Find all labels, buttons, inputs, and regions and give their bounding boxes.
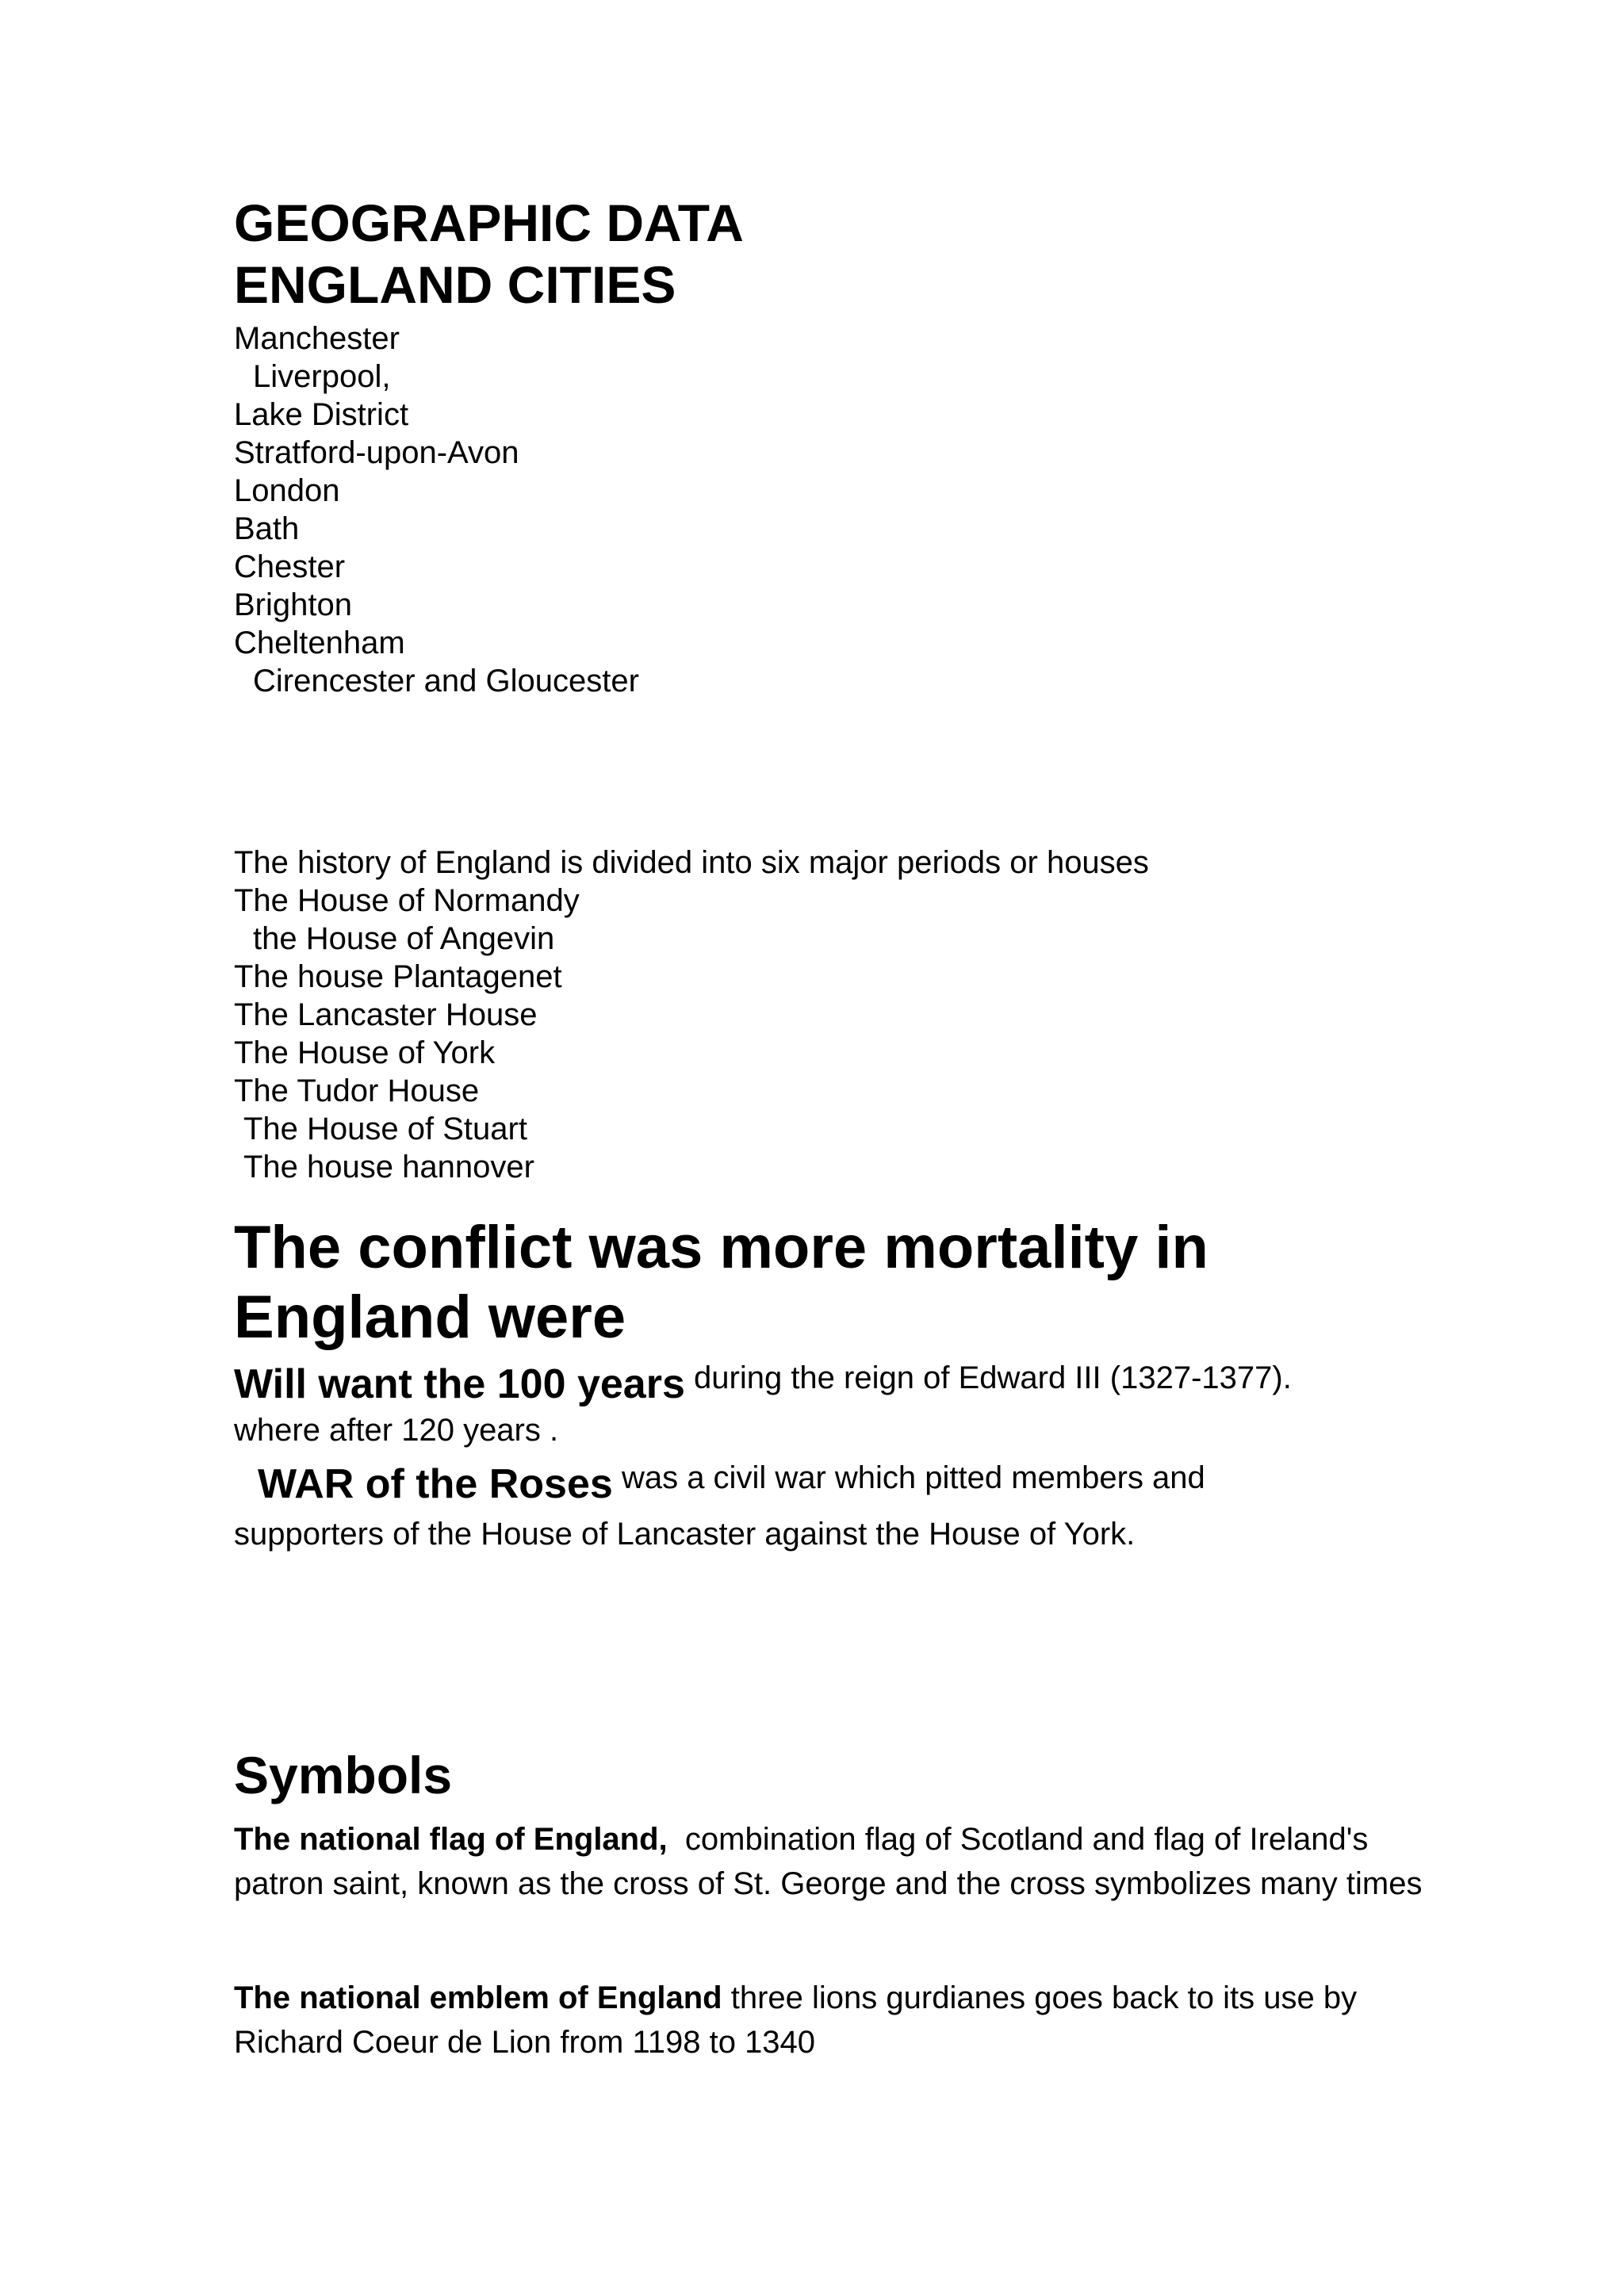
war1-continuation: where after 120 years . <box>234 1413 559 1448</box>
title-geographic-data: GEOGRAPHIC DATA <box>234 193 744 252</box>
symbols-heading-text: Symbols <box>234 1746 453 1804</box>
city-item: Lake District <box>234 397 409 432</box>
war2-bold: WAR of the Roses <box>258 1461 613 1507</box>
title-block <box>234 192 744 316</box>
war2-continuation: supporters of the House of Lancaster against the House of York. <box>234 1517 1136 1552</box>
city-item: Brighton <box>234 587 352 622</box>
emblem-paragraph <box>234 1976 1423 2064</box>
history-intro: The history of England is divided into six major periods or houses <box>234 845 1149 880</box>
house-item: The House of Stuart <box>243 1112 527 1146</box>
house-item: The Tudor House <box>234 1073 480 1108</box>
city-item: Cirencester and Gloucester <box>253 664 639 698</box>
symbols-heading <box>234 1744 452 1806</box>
cities-list <box>234 320 639 700</box>
city-item: Manchester <box>234 321 400 356</box>
house-item: The Lancaster House <box>234 997 538 1032</box>
flag-paragraph <box>234 1817 1423 1906</box>
city-item: Chester <box>234 549 346 584</box>
emblem-text: three lions gurdianes goes back to its use by Richard Coeur de Lion from 1198 to 1340 <box>234 1980 1358 2060</box>
conflict-heading-line2: England were <box>234 1284 626 1351</box>
war1-line <box>234 1353 1292 1413</box>
war2-line <box>258 1452 1205 1513</box>
conflict-heading-line1: The conflict was more mortality in <box>234 1214 1208 1281</box>
house-item: the House of Angevin <box>253 921 555 956</box>
war1-bold: Will want the 100 years <box>234 1361 685 1407</box>
city-item: London <box>234 473 340 508</box>
house-item: The house hannover <box>243 1150 534 1184</box>
house-item: The House of Normandy <box>234 883 580 918</box>
flag-text: combination flag of Scotland and flag of Ireland's patron saint, known as the cross of St. George and the cross symbolizes many times <box>234 1822 1423 1901</box>
house-item: The House of York <box>234 1035 496 1070</box>
conflict-heading-block <box>234 1213 1208 1353</box>
war2-text: was a civil war which pitted members and <box>621 1460 1205 1495</box>
city-item: Stratford-upon-Avon <box>234 435 519 470</box>
title-england-cities: ENGLAND CITIES <box>234 255 676 314</box>
war1-text: during the reign of Edward III (1327-1377). <box>694 1360 1292 1395</box>
city-item: Cheltenham <box>234 626 405 660</box>
city-item: Bath <box>234 511 300 546</box>
city-item: Liverpool, <box>253 359 391 394</box>
house-item: The house Plantagenet <box>234 959 562 994</box>
history-block <box>234 844 1149 1186</box>
flag-bold: The national flag of England, <box>234 1822 668 1857</box>
emblem-bold: The national emblem of England <box>234 1980 722 2015</box>
